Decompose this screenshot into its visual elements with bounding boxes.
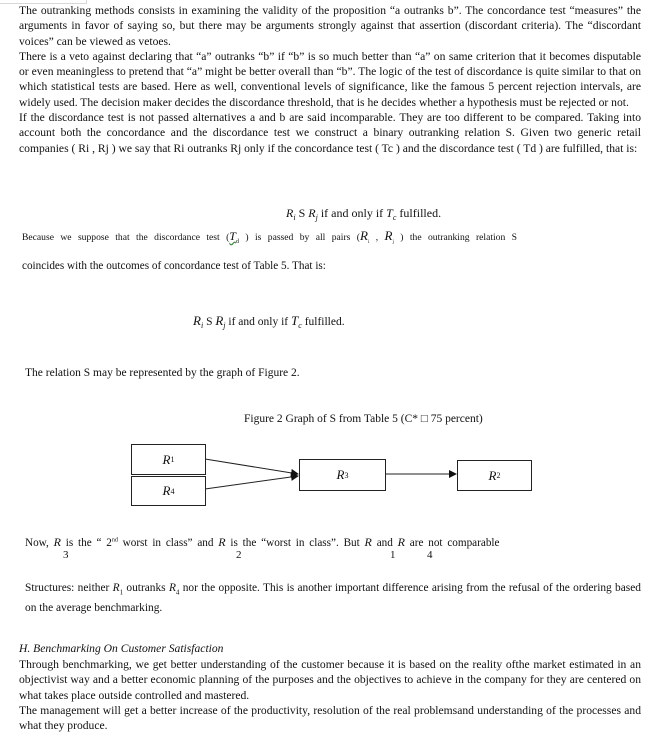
node-r3-label: R — [336, 467, 345, 482]
structures-r1: R — [112, 582, 120, 594]
paragraph-benchmarking-customer: Through benchmarking, we get better understanding of the customer because it is based on the reality ofthe market estimated in an objectivist way and a better economic planning of the purposes and the objectives to achieve in the company for they are centered on what takes place outside controlled and mastered. — [19, 658, 641, 702]
formula-outranking-condition — [286, 206, 441, 222]
formula-r-j: R — [308, 206, 316, 220]
now-r4: R — [397, 535, 405, 549]
formula-text: if and only if — [317, 206, 387, 220]
formula2-end: fulfilled. — [301, 316, 345, 328]
node-r4-label: R — [162, 483, 171, 498]
coincides-line: coincides with the outcomes of concordance test of Table 5. That is: — [22, 260, 326, 272]
formula-sub-c: c — [392, 213, 397, 222]
edge-r1-to-r3 — [205, 459, 298, 474]
structures-text-2: outranks — [123, 582, 169, 594]
formula2-sub-i: i — [200, 321, 204, 330]
because-r-i: R — [359, 228, 368, 243]
node-r2 — [457, 460, 532, 491]
structures-r1-sub: 1 — [119, 588, 124, 597]
node-r3-sub: 3 — [344, 470, 349, 480]
now-r3: R — [53, 535, 61, 549]
formula-outranking-restated — [193, 313, 345, 330]
now-text-1: Now, — [25, 537, 49, 549]
intro-paragraphs — [19, 3, 641, 156]
structures-text-3: nor the opposite. This is another important difference arising from the refusal of the ordering based on the average benchmarking. — [25, 582, 641, 614]
formula-t: T — [386, 206, 393, 220]
now-subscript-1: 1 — [390, 549, 396, 561]
formula2-text: if and only if — [225, 316, 292, 328]
formula-sub-j: j — [315, 213, 318, 222]
figure-caption: Figure 2 Graph of S from Table 5 (C* □ 75 percent) — [244, 413, 483, 425]
node-r1-sub: 1 — [170, 455, 175, 464]
now-r2: R — [218, 535, 226, 549]
now-text-6: are not comparable — [409, 537, 500, 549]
because-comma: , — [369, 232, 385, 243]
formula2-sub-c: c — [298, 321, 302, 330]
section-h-body — [19, 657, 641, 733]
node-r4-sub: 4 — [170, 486, 175, 496]
node-r2-label: R — [488, 467, 497, 483]
now-subscript-4: 4 — [427, 549, 433, 561]
because-r-j-sub: j — [392, 239, 394, 245]
now-subscript-2: 2 — [236, 549, 242, 561]
paragraph-management: The management will get a better increase of the productivity, resolution of the real problemsand understanding of the processes and what they produce. — [19, 703, 641, 733]
node-r1 — [131, 444, 206, 475]
now-text-2: is the “ 2 — [65, 537, 112, 549]
formula2-t: T — [291, 313, 299, 328]
because-text-2: ) is passed by all pairs ( — [238, 232, 360, 243]
relation-line: The relation S may be represented by the graph of Figure 2. — [25, 367, 300, 379]
formula2-r-i: R — [193, 313, 201, 328]
node-r1-label: R — [162, 451, 171, 467]
structures-paragraph — [25, 581, 641, 616]
formula-r-i: R — [286, 206, 294, 220]
node-r2-sub: 2 — [496, 471, 501, 480]
because-text-3: ) the outranking relation S — [393, 232, 517, 243]
section-heading-h: H. Benchmarking On Customer Satisfaction — [19, 642, 224, 655]
because-t-sub: d — [235, 238, 239, 245]
because-line — [22, 228, 517, 245]
paragraph-veto: There is a veto against declaring that “a” outranks “b” if “b” is so much better than “a” on same criterion that it becomes disputable or even meaningless to pretend that “a” might be better overall than “b”. The logic of the test of discordance is quite similar to that on which statistical tests are based. Here as well, conventional levels of significance, like the famous 5 percent rejection intervals, are widely used. The decision maker decides the discordance threshold, that is he decides whether a hypothesis must be rejected or not. — [19, 49, 641, 109]
structures-r4-sub: 4 — [175, 588, 180, 597]
node-r3 — [299, 459, 386, 491]
paragraph-outranking-methods: The outranking methods consists in examining the validity of the proposition “a outranks b”. The concordance test “measures” the arguments in favor of saying so, but there may be arguments strongly against that assertion (discordant criteria). The “discordant voices” can be viewed as vetoes. — [19, 4, 641, 48]
formula-relation-s: S — [295, 206, 309, 220]
now-sup-nd: nd — [111, 537, 118, 544]
because-text-1: Because we suppose that the discordance test ( — [22, 232, 230, 243]
node-r4 — [131, 476, 206, 506]
now-text-5: and — [376, 537, 393, 549]
now-r1: R — [364, 535, 372, 549]
because-t: T — [229, 229, 236, 243]
formula2-sub-j: j — [223, 321, 226, 330]
now-text-3: worst in class” and — [117, 537, 214, 549]
paragraph-incomparable: If the discordance test is not passed alternatives a and b are said incomparable. They are too different to be compared. Taking into account both the concordance and the discordance test we construct a binary outranking relation S. Given two generic retail companies ( Ri , Rj ) we say that Ri outranks Rj only if the concordance test ( Tc ) and the discordance test ( Td ) are fulfilled, that is: — [19, 111, 641, 155]
structures-r4: R — [168, 582, 176, 594]
formula-end: fulfilled. — [396, 206, 442, 220]
now-text-4: is the “worst in class”. But — [230, 537, 360, 549]
formula2-relation-s: S — [203, 316, 216, 328]
now-subscript-3: 3 — [63, 549, 69, 561]
because-r-j: R — [384, 228, 393, 243]
formula-sub-i: i — [293, 213, 296, 222]
structures-text-1: Structures: neither — [25, 582, 113, 594]
because-r-i-sub: i — [367, 239, 370, 245]
now-line — [25, 535, 500, 550]
formula2-r-j: R — [215, 313, 224, 328]
edge-r4-to-r3 — [205, 476, 298, 489]
